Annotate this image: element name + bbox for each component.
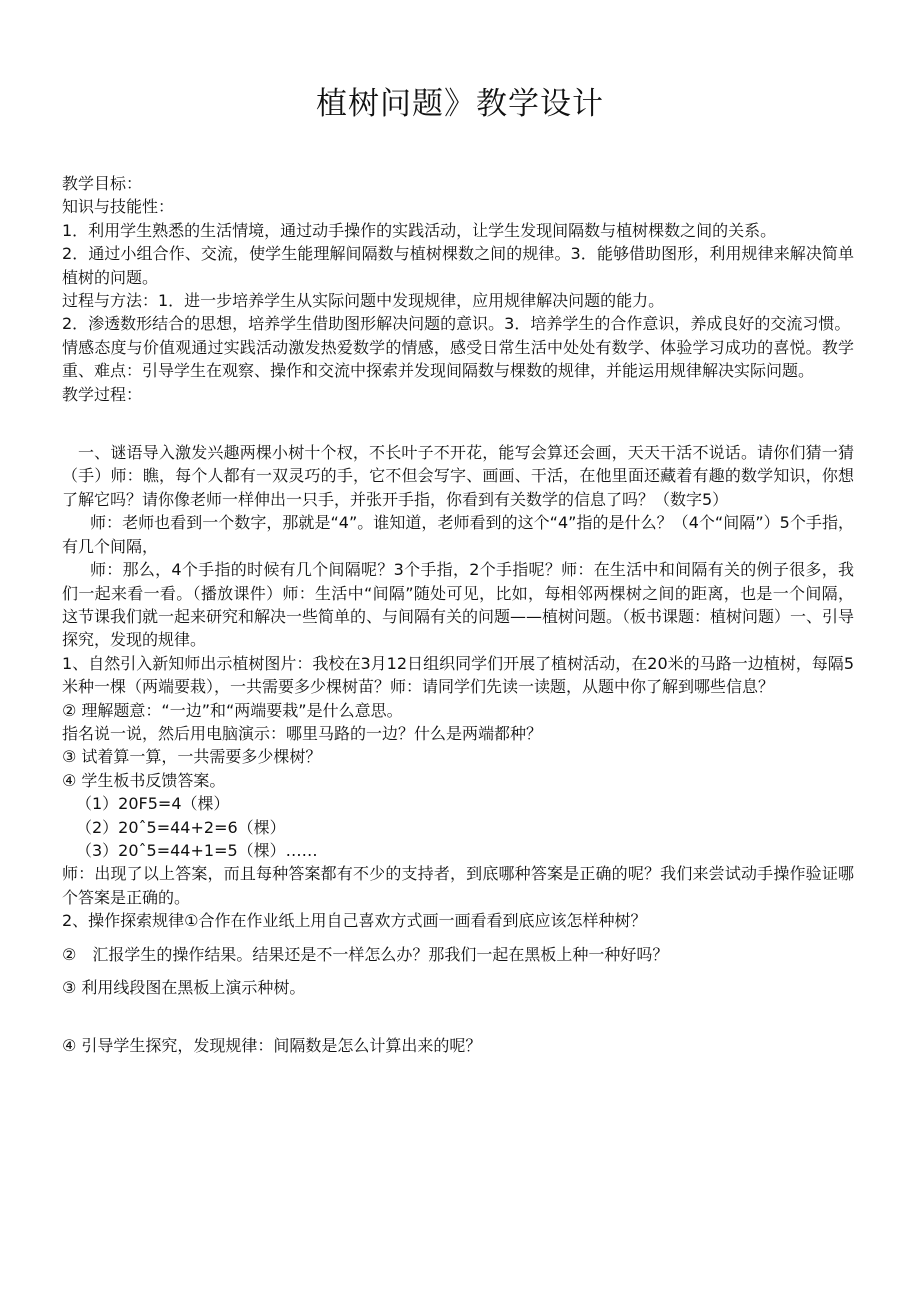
answer-3: （3）20ˆ5=44+1=5（棵）……	[76, 840, 318, 860]
paragraph-process-method-1: 过程与方法：1．进一步培养学生从实际问题中发现规律，应用规律解决问题的能力。	[62, 291, 665, 311]
paragraph-understand-question: ② 理解题意：“一边”和“两端要栽”是什么意思。	[62, 700, 403, 720]
paragraph-new-knowledge: 1、自然引入新知师出示植树图片：我校在3月12日组织同学们开展了植树活动，在20米的马路一边植树，每隔5米种一棵（两端要栽），一共需要多少棵树苗？师：请同学们先读一读题，从题中你了解到哪些信息？	[62, 653, 854, 697]
paragraph-knowledge-2-3: 2．通过小组合作、交流，使学生能理解间隔数与植树棵数之间的规律。3．能够借助图形，利用规律来解决简单植树的问题。	[62, 244, 854, 287]
paragraph-try-calc: ③ 试着算一算，一共需要多少棵树？	[62, 747, 322, 767]
document-body	[62, 172, 854, 1058]
paragraph-emotion-keypoints: 情感态度与价值观通过实践活动激发热爱数学的情感，感受日常生活中处处有数学、体验学习成功的喜悦。教学重、难点：引导学生在观察、操作和交流中探索并发现间隔数与棵数的规律，并能运用规律解决实际问题。	[62, 337, 854, 381]
paragraph-riddle-intro: 一、谜语导入激发兴趣两棵小树十个杈，不长叶子不开花，能写会算还会画，天天干活不说话。请你们猜一猜（手）师：瞧，每个人都有一双灵巧的手，它不但会写字、画画、干活，在他里面还藏着有趣的数学知识，你想了解它吗？请你像老师一样伸出一只手，并张开手指，你看到有关数学的信息了吗？（数字5）	[62, 443, 854, 509]
paragraph-verify: 师：出现了以上答案，而且每种答案都有不少的支持者，到底哪种答案是正确的呢？我们来尝试动手操作验证哪个答案是正确的。	[62, 864, 854, 907]
paragraph-knowledge-heading: 知识与技能性：	[62, 197, 175, 217]
paragraph-explore-rule: 2、操作探索规律①合作在作业纸上用自己喜欢方式画一画看看到底应该怎样种树？	[62, 911, 647, 931]
answer-1: （1）20F5=4（棵）	[76, 794, 230, 814]
paragraph-teacher-four: 师：老师也看到一个数字，那就是“4”。谁知道，老师看到的这个“4”指的是什么？（4个“间隔”）5个手指，有几个间隔，	[62, 513, 854, 556]
document-title: 植树问题》教学设计	[316, 86, 604, 122]
paragraph-process-method-2-3: 2．渗透数形结合的思想，培养学生借助图形解决问题的意识。3．培养学生的合作意识，养成良好的交流习惯。	[62, 314, 851, 334]
paragraph-computer-demo: 指名说一说，然后用电脑演示：哪里马路的一边？什么是两端都种？	[62, 723, 543, 743]
paragraph-line-diagram: ③ 利用线段图在黑板上演示种树。	[62, 978, 306, 997]
paragraph-teacher-intervals: 师：那么，4个手指的时候有几个间隔呢？3个手指，2个手指呢？师：在生活中和间隔有关的例子很多，我们一起来看一看。（播放课件）师：生活中“间隔”随处可见，比如，每相邻两棵树之间的距离，也是一个间隔，这节课我们就一起来研究和解决一些简单的、与间隔有关的问题——植树问题。（板书课题：植树问题）一、引导探究，发现的规律。	[62, 560, 855, 650]
paragraph-knowledge-1: 1．利用学生熟悉的生活情境，通过动手操作的实践活动，让学生发现间隔数与植树棵数之间的关系。	[62, 220, 777, 240]
paragraph-process-heading: 教学过程：	[62, 384, 143, 404]
paragraph-board-answers: ④ 学生板书反馈答案。	[62, 770, 226, 790]
paragraph-objectives-heading: 教学目标：	[62, 174, 143, 193]
paragraph-guide-explore: ④ 引导学生探究，发现规律：间隔数是怎么计算出来的呢？	[62, 1036, 482, 1056]
paragraph-report-results: ② 汇报学生的操作结果。结果还是不一样怎么办？那我们一起在黑板上种一种好吗？	[62, 944, 669, 964]
answer-2: （2）20ˆ5=44+2=6（棵）	[76, 817, 286, 837]
